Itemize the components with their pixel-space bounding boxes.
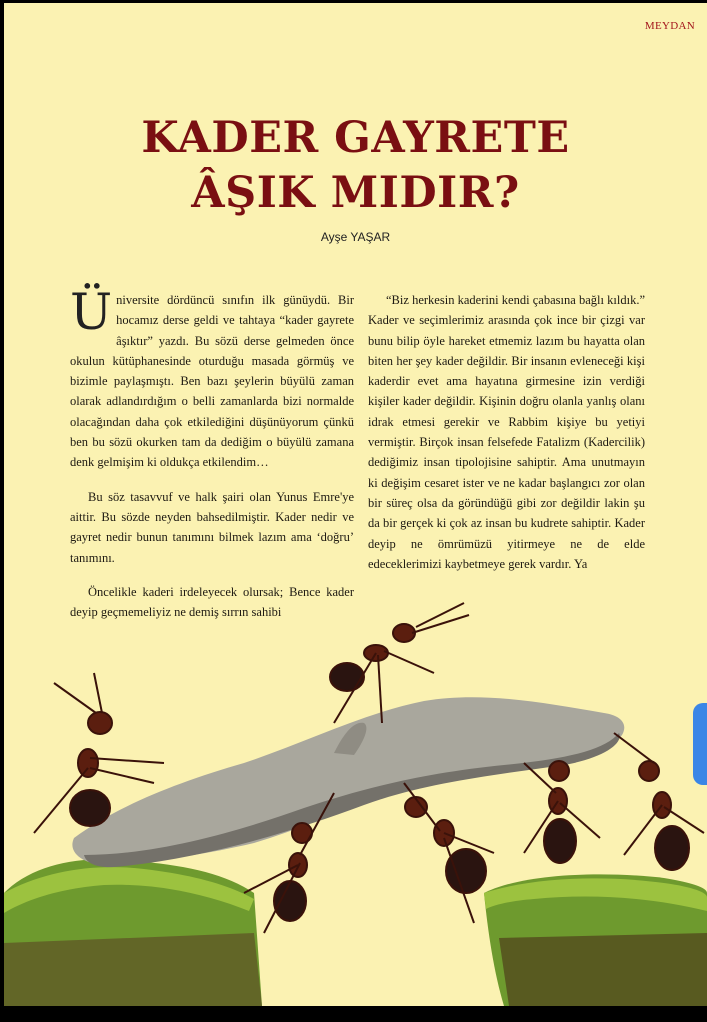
paragraph: “Biz herkesin kaderini kendi çabasına bağlı kıldık.” Kader ve seçimlerimiz arasında çok ince bir çizgi var bunu bilip öyle hareket etmemiz lazım bu hayatta olan biten her şey kader değildir. Bir insanın evleneceği kişi kaderdir evet ama hayatına girmesine izin verdiği kişiler kader değildir. Kişinin doğru olanla yanlış olanı idrak etmesi gerekir ve Rabbim kişiye bu yetiyi vermiştir. Birçok insan felsefede Fatalizm (Kadercilik) dediğimiz insan tipolojisine sahiptir. Ama unutmayın ki değişim cesaret ister ve ne kadar başlangıcı zor olan bir süreç olsa da göründüğü gibi zor değildir lakin şu da bir gerçek ki çok az insan bu kudrete sahiptir. Kader deyip ne ömrümüzü yitirmeye ne de elde edeceklerimizi kaybetmeye gerek vardır. Ya — [368, 293, 645, 571]
section-label: MEYDAN — [644, 20, 695, 32]
author-byline: Ayşe YAŞAR — [320, 230, 391, 244]
magazine-page — [4, 3, 707, 1006]
paragraph — [70, 283, 354, 473]
paragraph-text: niversite dördüncü sınıfın ilk günüydü. Bir hocamız derse geldi ve tahtaya “kader gayrete âşıktır” yazdı. Bu sözü derse gelmeden önce okulun kütüphanesinde oturduğu masada görmüş ve bizimle paylaşmıştı. Ben bazı şeylerin büyülü zaman olarak adlandırdığım o belli zamanlarda bizi normalde olacağından daha çok etkilediğini düşünüyorum çünkü ben bu sözü okurken tam da dediğim o büyülü zamana denk gelmişim ki oldukça etkilendim… — [70, 293, 354, 470]
page-edge-tab — [693, 703, 707, 785]
ant-right-1 — [524, 761, 600, 863]
paragraph: Öncelikle kaderi irdeleyecek olursak; Bence kader deyip geçmemeliyiz ne demiş sırrın sahibi — [70, 584, 354, 620]
drop-cap: Ü — [70, 283, 113, 341]
paragraph: Bu söz tasavvuf ve halk şairi olan Yunus Emre'ye aittir. Bu sözde neyden bahsedilmiştir. Kader nedir ve gayret nedir bunun tanımını bilmek lazım ama ‘doğru’ tanımını. — [70, 489, 354, 565]
soil-right — [499, 933, 707, 1006]
title-line-2: ÂŞIK MIDIR? — [191, 168, 520, 218]
article-title — [4, 111, 707, 221]
ant-hanging-middle — [404, 783, 494, 923]
ant-right-2 — [614, 733, 704, 870]
title-line-1: KADER GAYRETE — [141, 113, 570, 163]
left-column — [70, 283, 354, 636]
ants-on-branch-illustration — [4, 593, 707, 1006]
branch — [72, 697, 624, 865]
soil-left — [4, 933, 262, 1006]
right-column — [368, 290, 645, 588]
